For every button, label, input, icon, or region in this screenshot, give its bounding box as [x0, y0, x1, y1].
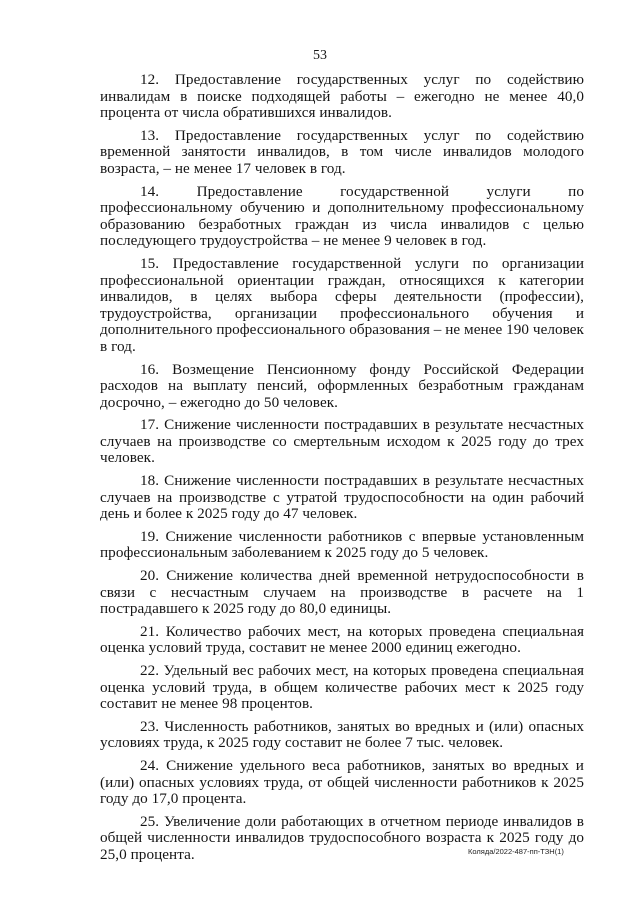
paragraph-18: 18. Снижение численности пострадавших в результате несчастных случаев на производстве с утратой трудоспособности на один рабочий день и более к 2025 году до 47 человек. — [100, 472, 584, 523]
paragraph-12: 12. Предоставление государственных услуг по содействию инвалидам в поиске подходящей работы – ежегодно не менее 40,0 процента от числа обратившихся инвалидов. — [100, 71, 584, 122]
paragraph-16: 16. Возмещение Пенсионному фонду Российской Федерации расходов на выплату пенсий, оформленных безработным гражданам досрочно, – ежегодно до 50 человек. — [100, 360, 584, 411]
paragraph-21: 21. Количество рабочих мест, на которых проведена специальная оценка условий труда, составит не менее 2000 единиц ежегодно. — [100, 622, 584, 657]
paragraph-22: 22. Удельный вес рабочих мест, на которых проведена специальная оценка условий труда, в общем количестве рабочих мест к 2025 году составит не менее 98 процентов. — [100, 662, 584, 713]
document-body — [100, 72, 584, 870]
paragraph-14: 14. Предоставление государственной услуги по профессиональному обучению и дополнительному профессиональному образованию безработных граждан из числа инвалидов с целью последующего трудоустройства – не менее 9 человек в год. — [100, 182, 584, 250]
document-footer-code: Коляда/2022-487-пп-ТЗН(1) — [468, 847, 564, 856]
paragraph-13: 13. Предоставление государственных услуг по содействию временной занятости инвалидов, в том числе инвалидов молодого возраста, – не менее 17 человек в год. — [100, 126, 584, 177]
paragraph-24: 24. Снижение удельного веса работников, занятых во вредных и (или) опасных условиях труда, от общей численности работников к 2025 году до 17,0 процента. — [100, 756, 584, 808]
paragraph-25: 25. Увеличение доли работающих в отчетном периоде инвалидов в общей численности инвалидов трудоспособного возраста к 2025 году до 25,0 процента. — [100, 812, 584, 863]
page-number: 53 — [313, 48, 327, 63]
paragraph-23: 23. Численность работников, занятых во вредных и (или) опасных условиях труда, к 2025 году составит не более 7 тыс. человек. — [100, 717, 584, 752]
paragraph-17: 17. Снижение численности пострадавших в результате несчастных случаев на производстве со смертельным исходом к 2025 году до трех человек. — [100, 416, 584, 467]
paragraph-19: 19. Снижение численности работников с впервые установленным профессиональным заболеванием к 2025 году до 5 человек. — [100, 527, 584, 562]
paragraph-20: 20. Снижение количества дней временной нетрудоспособности в связи с несчастным случаем на производстве в расчете на 1 пострадавшего к 2025 году до 80,0 единицы. — [100, 567, 584, 618]
paragraph-15: 15. Предоставление государственной услуги по организации профессиональной ориентации граждан, относящихся к категории инвалидов, в целях выбора сферы деятельности (профессии), трудоустройства, организации профессионального обучения и дополнительного профессионального образования – не менее 190 человек в год. — [100, 254, 584, 355]
